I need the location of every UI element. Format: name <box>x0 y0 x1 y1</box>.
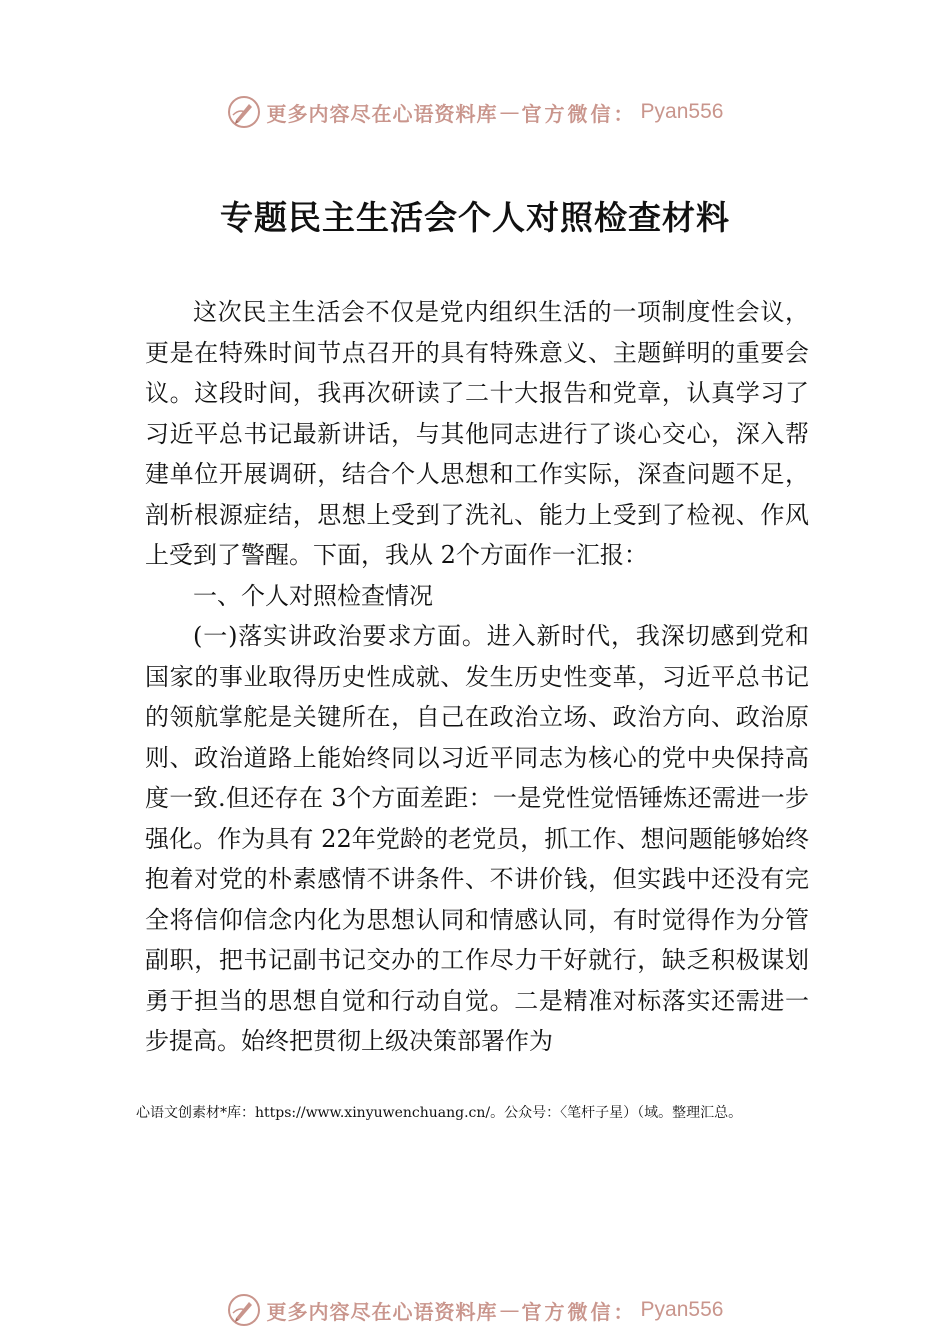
watermark-bottom <box>0 1290 950 1330</box>
document-title: 专题民主生活会个人对照检查材料 <box>220 198 730 237</box>
pen-logo-icon <box>227 1293 261 1327</box>
watermark-separator: — <box>499 1298 520 1322</box>
watermark-separator: — <box>499 100 520 124</box>
watermark-text: 更多内容尽在心语资料库 <box>266 1299 498 1324</box>
watermark-label: 官方微信： <box>521 1299 637 1324</box>
document-body <box>145 292 809 1062</box>
paragraph-intro: 这次民主生活会不仅是党内组织生活的一项制度性会议，更是在特殊时间节点召开的具有特殊意义、主题鲜明的重要会议。这段时间，我再次研读了二十大报告和党章，认真学习了习近平总书记最新讲话，与其他同志进行了谈心交心，深入帮建单位开展调研，结合个人思想和工作实际，深查问题不足，剖析根源症结，思想上受到了洗礼、能力上受到了检视、作风上受到了警醒。下面，我从 2个方面作一汇报： <box>145 298 809 569</box>
footer-note: 心语文创素材*库：https://www.xinyuwenchuang.cn/。公众号：〈笔杆子星）（域。整理汇总。 <box>136 1105 743 1121</box>
watermark-text: 更多内容尽在心语资料库 <box>266 101 498 126</box>
watermark-wechat-id: Pyan556 <box>640 1298 724 1321</box>
pen-logo-icon <box>227 95 261 129</box>
watermark-wechat-id: Pyan556 <box>640 100 724 123</box>
watermark-top <box>0 92 950 132</box>
watermark-label: 官方微信： <box>521 101 637 126</box>
section-heading: 一、个人对照检查情况 <box>193 581 433 610</box>
paragraph-section-one: (一)落实讲政治要求方面。进入新时代，我深切感到党和 国家的事业取得历史性成就、发生历史性变革，习近平总书记的领航掌舵是关键所在，自己在政治立场、政治方向、政治原则、政治道路上能始终同以习近平同志为核心的党中央保持高度一致.但还存在 3个方面差距：一是党性觉悟锤炼还需进一步强化。作为具有 22年党龄的老党员，抓工作、想问题能够始终抱着对党的朴素感情不讲条件、不讲价钱，但实践中还没有完全将信仰信念内化为思想认同和情感认同，有时觉得作为分管副职，把书记副书记交办的工作尽力干好就行，缺乏积极谋划勇于担当的思想自觉和行动自觉。二是精准对标落实还需进一步提高。始终把贯彻上级决策部署作为 <box>145 622 809 1055</box>
